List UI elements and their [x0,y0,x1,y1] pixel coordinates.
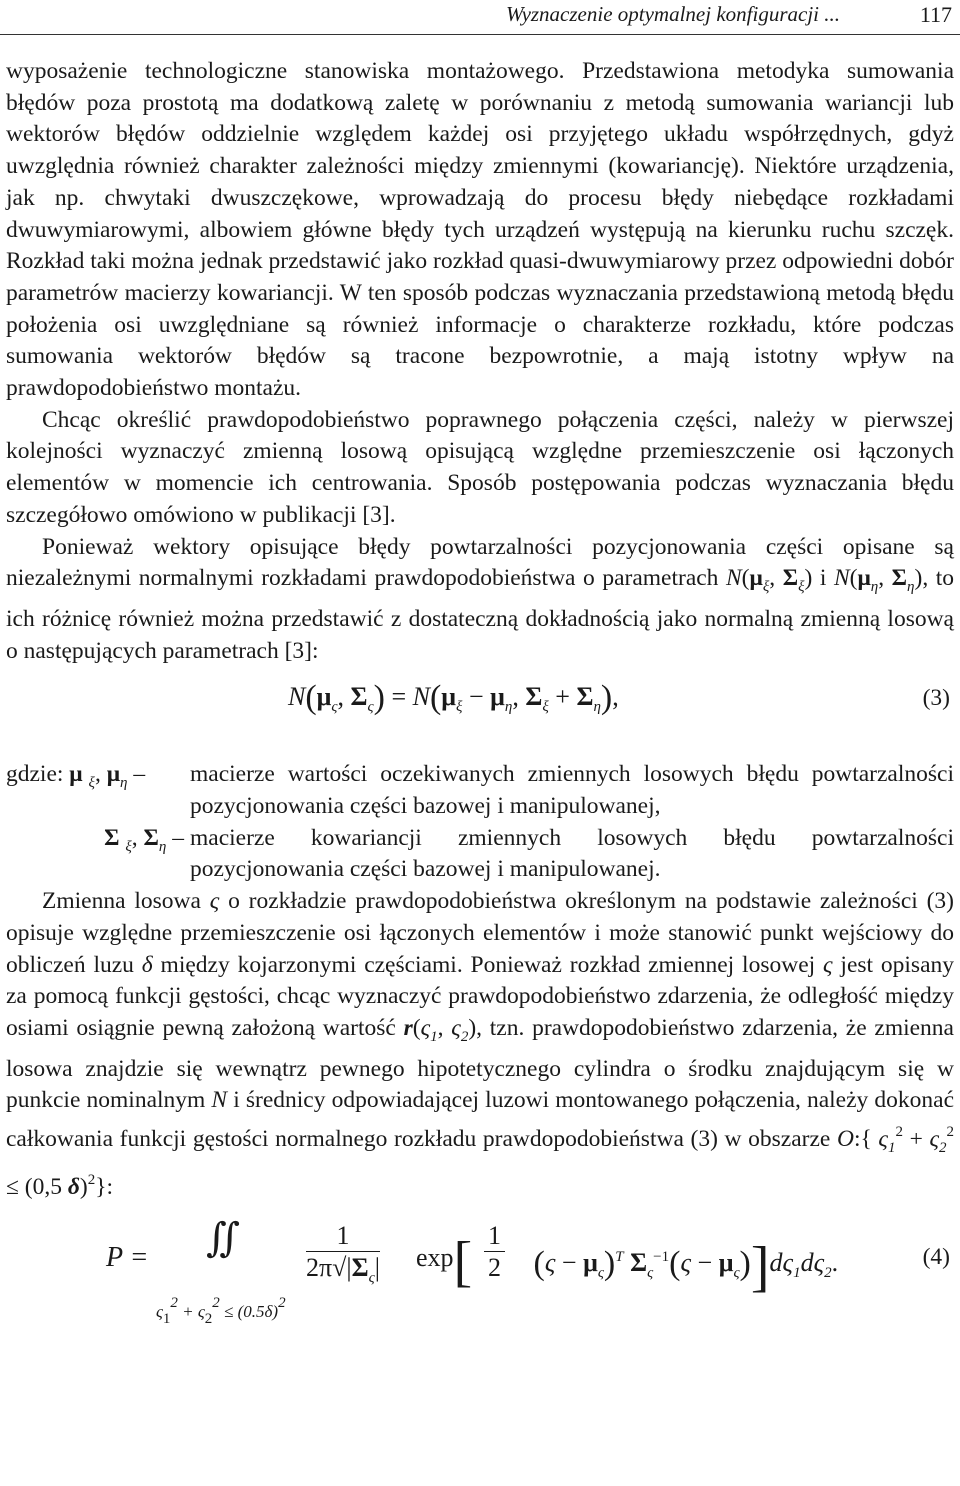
half-fraction: $\frac{1}{2}$ [484,1220,505,1284]
equation-4-lhs: P = [106,1241,149,1273]
paragraph-4-text-c: między kojarzonymi częściami. Ponieważ rozkład zmiennej losowej [152,951,824,978]
symbol-zeta: ς [823,951,833,978]
equation-3-number: (3) [922,685,950,712]
double-integral: ∬ [206,1214,241,1260]
paragraph-4 [6,886,954,1203]
definition-desc-mu: macierze wartości oczekiwanych zmiennych losowych błędu powtarzalności pozycjonowania części bazowej i manipulowanej, [190,761,954,820]
equation-4-exponent: $(\varsigma - \mu_\varsigma)^T$ $\Sigma_\varsigma^{-1}(\varsigma - \mu_\varsigma)]d\varsigma_1d\varsigma_2$. [533,1235,839,1298]
symbol-zeta: ς [209,888,220,915]
inline-math-r: $r(\varsigma_1$, $\varsigma_2$ [403,1014,469,1045]
paragraph-4-text-g: }: [95,1173,114,1200]
definition-term-mu: gdzie: μ $_\xi$, $\mu_\eta$ – [6,761,146,792]
page-header [0,0,960,35]
symbol-delta: δ [141,951,153,978]
paragraph-4-text-a: Zmienna losowa [42,888,210,915]
definition-row [6,823,954,886]
symbol-n: N [211,1087,228,1114]
page-number: 117 [919,2,952,27]
paragraph-3-text-a: Ponieważ wektory opisujące błędy powtarzalności pozycjonowania części opisane są niezależnymi normalnymi rozkładami prawdopodobieństwa o parametrach [6,533,954,592]
gdzie-label: gdzie: [6,761,64,788]
normalization-fraction: $\frac{1}{2\pi√|\Sigma_\varsigma|}$ [306,1220,380,1287]
definition-desc-sigma: macierze kowariancji zmiennych losowych błędu powtarzalności pozycjonowania części bazowej i manipulowanej. [190,824,954,883]
paragraph-4-text-e: ), tzn. prawdopodobieństwo zdarzenia, że zmienna losowa znajdzie się wewnątrz pewnego hipotetycznego cylindra o środku znajdującym się w punkcie nominalnym [6,1014,954,1114]
definition-row [6,759,954,822]
paragraph-3 [6,532,954,668]
paragraph-2: Chcąc określić prawdopodobieństwo poprawnego połączenia części, należy w pierwszej kolejności wyznaczyć zmienną losową opisującą względne przemieszczenie osi łączonych elementów w momencie ich centrowania. Sposób postępowania podczas wyznaczania błędu szczegółowo omówiono w publikacji [3]. [6,406,954,528]
paragraph-4-text-b: o rozkładzie prawdopodobieństwa określonym na podstawie zależności (3) opisuje względne przemieszczenie osi łączonych elementów i może stanowić punkt wejściowy do obliczeń luzu [6,888,954,978]
inline-math-n-xi: $N(\mu_\xi$, $\Sigma_\xi$) i $N(\mu_\eta$, $\Sigma_\eta$ [725,565,915,596]
equation-3-expression: $N(\mu_\varsigma$, $\Sigma_\varsigma) = N(\mu_\xi - \mu_\eta$, $\Sigma_\xi + \Sigma_\eta$), [288,679,619,717]
paragraph-4-text-d: jest opisany za pomocą funkcji gęstości, chcąc wyznaczyć prawdopodobieństwo zdarzenia, że odległość między osiami osiągnie pewną założoną wartość [6,951,954,1041]
integral-limits: ς12 + ς22 ≤ (0.5δ)2 [156,1294,286,1327]
paragraph-3-text-b: ), to ich różnicę również można przedstawić z dostateczną dokładnością jako normalną zmienną losową o następujących parametrach [3]: [6,565,955,664]
exp-function: exp[ [416,1230,473,1293]
inline-math-region: O:{ $\varsigma_1^2 + \varsigma_2^2 \le (0,5$ δ)$^2$ [6,1124,954,1200]
running-title: Wyznaczenie optymalnej konfiguracji ... [506,2,840,26]
equation-4 [6,1212,954,1332]
equation-4-number: (4) [922,1243,950,1270]
definitions-list [6,759,954,886]
article-body [6,56,954,1332]
paragraph-4-text-f: i średnicy odpowiadającej luzowi montowanego połączenia, należy dokonać całkowania funkcji gęstości normalnego rozkładu prawdopodobieństwa (3) w obszarze [6,1087,955,1153]
paragraph-1: wyposażenie technologiczne stanowiska montażowego. Przedstawiona metodyka sumowania błędów poza prostotą ma dodatkową zaletę w porównaniu z metodą sumowania wariancji lub wektorów błędów oddzielnie względem każdej osi przyjętego układu współrzędnych, gdyż uwzględnia również charakter zależności między zmiennymi (kowariancję). Niektóre urządzenia, jak np. chwytaki dwuszczękowe, wprowadzają do procesu błędy niebędące rozkładami dwuwymiarowymi, albowiem główne błędy tych urządzeń występują na kierunku ruchu szczęk. Rozkład taki można jednak przedstawić jako rozkład quasi-dwuwymiarowy przez odpowiedni dobór parametrów macierzy kowariancji. W ten sposób podczas wyznaczania przedstawioną metodą błędu położenia osi uwzględniane są również informacje o charakterze rozkładu, które podczas sumowania wektorów błędów są tracone bezpowrotnie, a mają istotny wpływ na prawdopodobieństwo montażu. [6,58,954,402]
definition-term-sigma: Σ $_\xi$, $\Sigma_\eta$ – [104,824,184,855]
equation-3 [6,667,954,759]
